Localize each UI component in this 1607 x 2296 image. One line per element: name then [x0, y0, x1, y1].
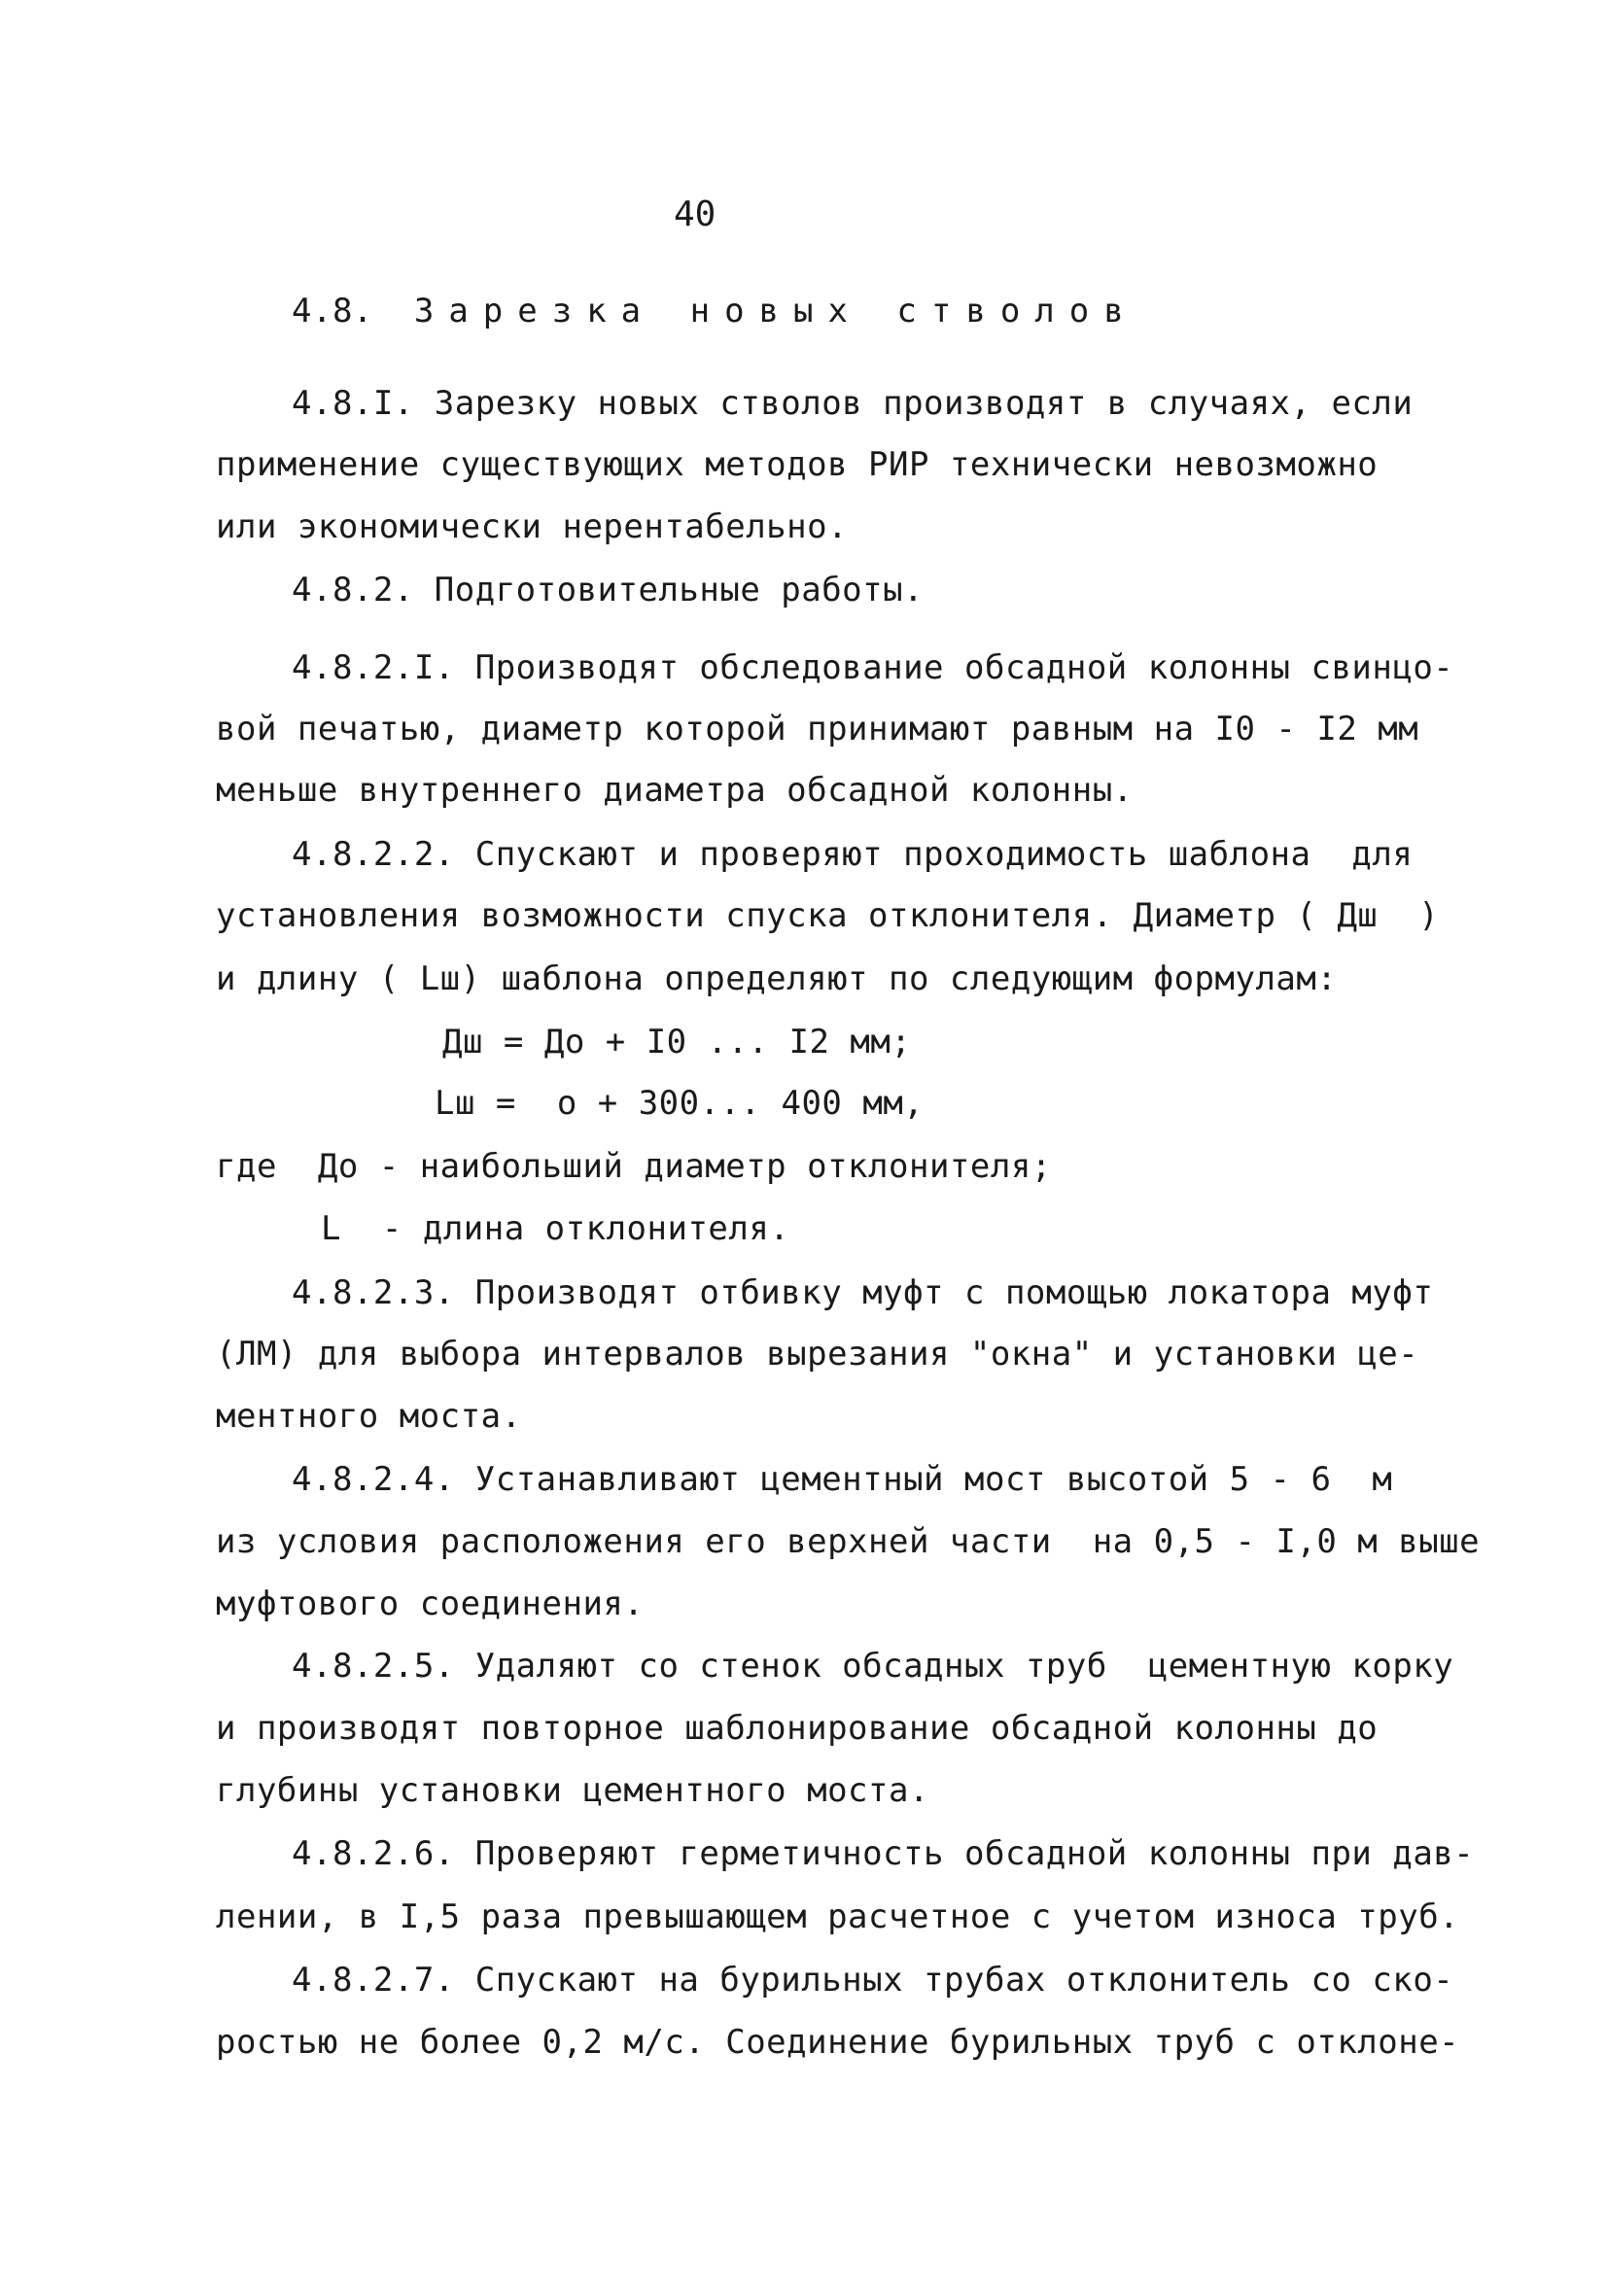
section-heading — [292, 292, 1138, 330]
text-line: ментного моста. — [216, 1397, 522, 1436]
text-line: 4.8.2.I. Производят обследование обсадной колонны свинцо- — [292, 648, 1454, 687]
formula-line: Дш = До + I0 ... I2 мм; — [442, 1023, 912, 1061]
text-line: 4.8.2.6. Проверяют герметичность обсадной колонны при дав- — [292, 1834, 1475, 1873]
text-line: (ЛМ) для выбора интервалов вырезания "окна" и установки це- — [216, 1335, 1419, 1374]
text-line: из условия расположения его верхней части на 0,5 - I,0 м выше — [216, 1522, 1481, 1561]
text-line: L - длина отклонителя. — [321, 1209, 790, 1248]
text-line: установления возможности спуска отклонителя. Диаметр ( Дш ) — [216, 896, 1440, 935]
text-line: глубины установки цементного моста. — [216, 1771, 929, 1810]
text-line: вой печатью, диаметр которой принимают равным на I0 - I2 мм — [216, 710, 1419, 748]
text-line: и длину ( Lш) шаблона определяют по следующим формулам: — [216, 959, 1338, 998]
text-line: и производят повторное шаблонирование обсадной колонны до — [216, 1709, 1379, 1748]
text-line: где До - наибольший диаметр отклонителя; — [216, 1147, 1052, 1186]
section-number: 4.8. — [292, 292, 373, 330]
text-line: 4.8.2.4. Устанавливают цементный мост высотой 5 - 6 м — [292, 1460, 1393, 1499]
page-number: 40 — [674, 194, 716, 234]
text-line: ростью не более 0,2 м/с. Соединение бурильных труб с отклоне- — [216, 2023, 1460, 2062]
text-line: 4.8.2.7. Спускают на бурильных трубах отклонитель со ско- — [292, 1961, 1454, 2000]
text-line: 4.8.2. Подготовительные работы. — [292, 571, 925, 609]
text-line: меньше внутреннего диаметра обсадной колонны. — [216, 771, 1134, 810]
text-line: 4.8.2.5. Удаляют со стенок обсадных труб цементную корку — [292, 1647, 1454, 1686]
text-line: или экономически нерентабельно. — [216, 507, 849, 546]
text-line: лении, в I,5 раза превышающем расчетное с учетом износа труб. — [216, 1897, 1460, 1936]
text-line: 4.8.2.2. Спускают и проверяют проходимость шаблона для — [292, 835, 1414, 874]
text-line: 4.8.2.3. Производят отбивку муфт с помощью локатора муфт — [292, 1273, 1434, 1312]
section-title: Зарезка новых стволов — [413, 292, 1138, 330]
text-line: применение существующих методов РИР технически невозможно — [216, 445, 1379, 484]
text-line: муфтового соединения. — [216, 1584, 645, 1623]
text-line: 4.8.I. Зарезку новых стволов производят в случаях, если — [292, 384, 1414, 423]
formula-line: Lш = o + 300... 400 мм, — [435, 1084, 925, 1123]
